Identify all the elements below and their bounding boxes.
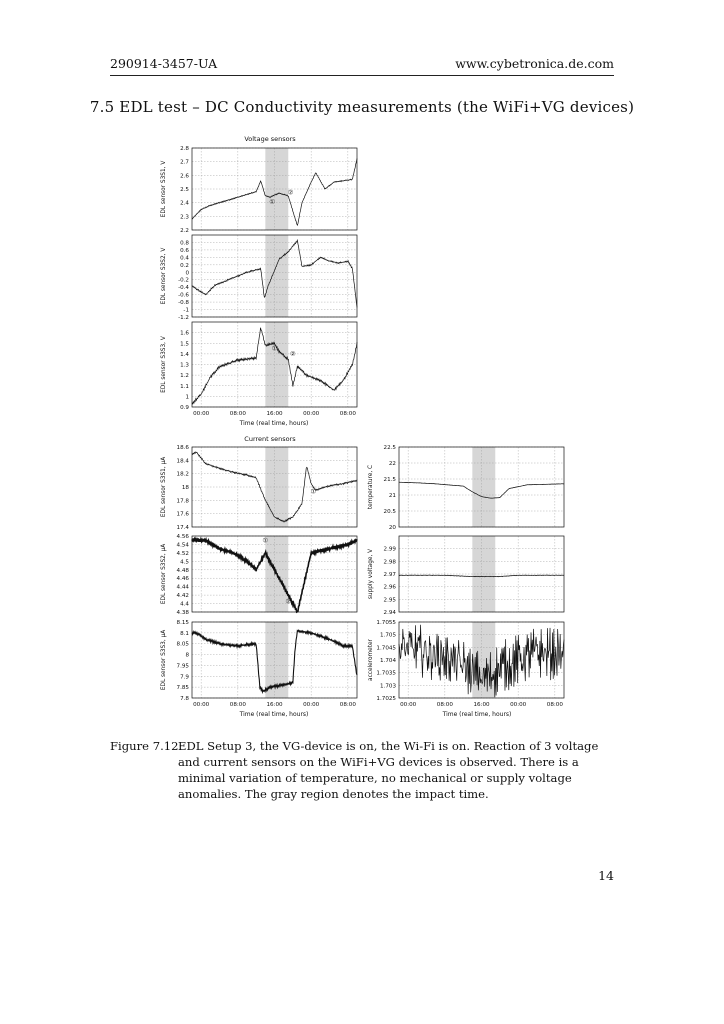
y-tick-label: 2.98 — [383, 559, 396, 566]
x-tick-label: 00:00 — [303, 411, 320, 417]
y-tick-label: 1.7055 — [376, 620, 396, 626]
x-tick-label: 00:00 — [400, 702, 417, 708]
y-tick-label: -1.2 — [178, 315, 189, 321]
x-tick-label: 08:00 — [436, 702, 453, 708]
y-tick-label: 22 — [388, 461, 396, 467]
y-tick-label: 4.4 — [180, 601, 189, 608]
y-tick-label: 0.6 — [180, 247, 189, 254]
y-tick-label: 17.6 — [176, 511, 189, 518]
y-tick-label: 2.96 — [383, 584, 396, 591]
annotation-marker: ② — [285, 597, 292, 606]
x-tick-label: 08:00 — [229, 702, 246, 708]
x-tick-label: 00:00 — [193, 702, 210, 708]
annotation-marker: ② — [289, 350, 296, 358]
y-tick-label: 1.703 — [379, 683, 396, 690]
y-tick-label: 17.4 — [176, 525, 189, 531]
y-tick-label: 1.7025 — [376, 696, 396, 702]
y-tick-label: 4.44 — [176, 584, 189, 591]
y-tick-label: 1.3 — [180, 362, 189, 369]
y-tick-label: 4.46 — [176, 576, 189, 583]
y-tick-label: 4.5 — [180, 559, 189, 566]
y-tick-label: 1.4 — [180, 351, 189, 358]
y-tick-label: -0.4 — [178, 285, 189, 292]
y-tick-label: 0.9 — [180, 405, 189, 411]
y-axis-label: EDL sensor S3S1, V — [161, 160, 167, 218]
y-tick-label: 8 — [185, 652, 189, 659]
y-tick-label: 2.5 — [180, 187, 189, 193]
y-axis-label: EDL sensor S3S3, V — [161, 336, 167, 393]
impact-region — [265, 235, 288, 317]
y-tick-label: 18 — [181, 485, 189, 491]
y-tick-label: 1.705 — [379, 632, 396, 639]
y-axis-label: EDL sensor S3S2, V — [161, 247, 167, 305]
y-tick-label: 1.7045 — [376, 645, 396, 652]
x-tick-label: 00:00 — [510, 702, 527, 708]
y-tick-label: 18.2 — [176, 471, 189, 478]
y-tick-label: 2.95 — [383, 597, 396, 604]
y-tick-label: 2.2 — [180, 228, 189, 234]
annotation-marker: ① — [271, 344, 278, 353]
x-tick-label: 16:00 — [473, 702, 490, 708]
y-tick-label: 2.99 — [383, 546, 396, 553]
annotation-marker: ① — [269, 198, 276, 207]
y-tick-label: 1.2 — [180, 373, 189, 380]
y-tick-label: 0.8 — [180, 240, 189, 247]
y-axis-label: EDL sensor S3S2, μA — [161, 543, 167, 605]
y-tick-label: 1.5 — [180, 341, 189, 348]
y-tick-label: 21.5 — [383, 477, 396, 483]
y-axis-label: EDL sensor S3S3, μA — [161, 629, 167, 691]
y-tick-label: 4.38 — [176, 610, 189, 616]
y-tick-label: 8.05 — [176, 641, 189, 648]
impact-region — [472, 447, 495, 527]
y-tick-label: -1 — [183, 307, 189, 314]
x-tick-label: 00:00 — [193, 411, 210, 417]
y-tick-label: 0.4 — [180, 255, 189, 262]
x-tick-label: 16:00 — [266, 411, 283, 417]
y-tick-label: 7.85 — [176, 685, 189, 692]
y-tick-label: 2.6 — [180, 173, 189, 180]
y-tick-label: 18.4 — [176, 458, 189, 465]
y-tick-label: 18.6 — [176, 445, 189, 451]
x-tick-label: 08:00 — [339, 702, 356, 708]
y-tick-label: 4.56 — [176, 534, 189, 540]
y-tick-label: 7.9 — [180, 674, 189, 681]
y-tick-label: -0.8 — [178, 300, 189, 307]
y-tick-label: 20.5 — [383, 509, 396, 515]
y-tick-label: 7.8 — [180, 696, 189, 702]
y-tick-label: -0.6 — [178, 292, 189, 299]
y-tick-label: 0 — [185, 270, 189, 277]
y-tick-label: 1.7035 — [376, 670, 396, 677]
annotation-marker: ① — [310, 487, 317, 496]
y-tick-label: 4.52 — [176, 550, 189, 557]
annotation-marker: ① — [262, 536, 269, 545]
y-axis-label: EDL sensor S3S1, μA — [161, 456, 167, 518]
x-label-current-right: Time (real time, hours) — [442, 711, 512, 718]
x-tick-label: 00:00 — [303, 702, 320, 708]
y-tick-label: 4.42 — [176, 593, 189, 600]
annotation-marker: ② — [287, 188, 294, 197]
y-tick-label: 21 — [388, 493, 396, 499]
header-left: 290914-3457-UA — [110, 56, 218, 71]
x-tick-label: 16:00 — [266, 702, 283, 708]
y-tick-label: 8.15 — [176, 620, 189, 626]
y-axis-label: accelerometer — [368, 639, 374, 681]
y-axis-label: temperature, C — [368, 464, 374, 510]
header-right: www.cybetronica.de.com — [455, 56, 614, 71]
x-label-current-left: Time (real time, hours) — [239, 711, 309, 718]
caption-label: Figure 7.12: — [110, 739, 183, 753]
y-tick-label: 20 — [388, 525, 396, 531]
voltage-sensors-title: Voltage sensors — [244, 135, 296, 143]
y-tick-label: 2.97 — [383, 572, 396, 578]
x-tick-label: 08:00 — [339, 411, 356, 417]
y-tick-label: 2.7 — [180, 159, 189, 166]
y-tick-label: 0.2 — [180, 262, 189, 269]
y-tick-label: 4.54 — [176, 542, 189, 549]
y-tick-label: 1.6 — [180, 330, 189, 337]
y-axis-label: supply voltage, V — [368, 548, 374, 600]
caption-text: EDL Setup 3, the VG-device is on, the Wi-Fi is on. Reaction of 3 voltage and current sensors on the WiFi+VG devices is observed. There is a minimal variation of temperature, no mechanical or supply voltage anomalies. The gray region denotes the impact time. — [178, 739, 599, 801]
section-title: 7.5 EDL test – DC Conductivity measurements (the WiFi+VG devices) — [89, 98, 635, 116]
x-tick-label: 08:00 — [546, 702, 563, 708]
y-tick-label: 8.1 — [180, 630, 189, 637]
y-tick-label: 17.8 — [176, 498, 189, 505]
page-number: 14 — [598, 868, 614, 883]
y-tick-label: -0.2 — [178, 277, 189, 284]
y-tick-label: 1 — [185, 394, 189, 401]
y-tick-label: 2.8 — [180, 146, 189, 152]
y-tick-label: 1.704 — [379, 658, 396, 664]
current-sensors-title: Current sensors — [244, 435, 296, 443]
y-tick-label: 2.94 — [383, 610, 396, 616]
x-label-voltage: Time (real time, hours) — [239, 420, 309, 427]
y-tick-label: 22.5 — [383, 445, 396, 451]
y-tick-label: 4.48 — [176, 567, 189, 574]
y-tick-label: 1.1 — [180, 383, 189, 390]
y-tick-label: 2.4 — [180, 200, 189, 207]
x-tick-label: 08:00 — [229, 411, 246, 417]
y-tick-label: 7.95 — [176, 663, 189, 670]
y-tick-label: 2.3 — [180, 214, 189, 221]
